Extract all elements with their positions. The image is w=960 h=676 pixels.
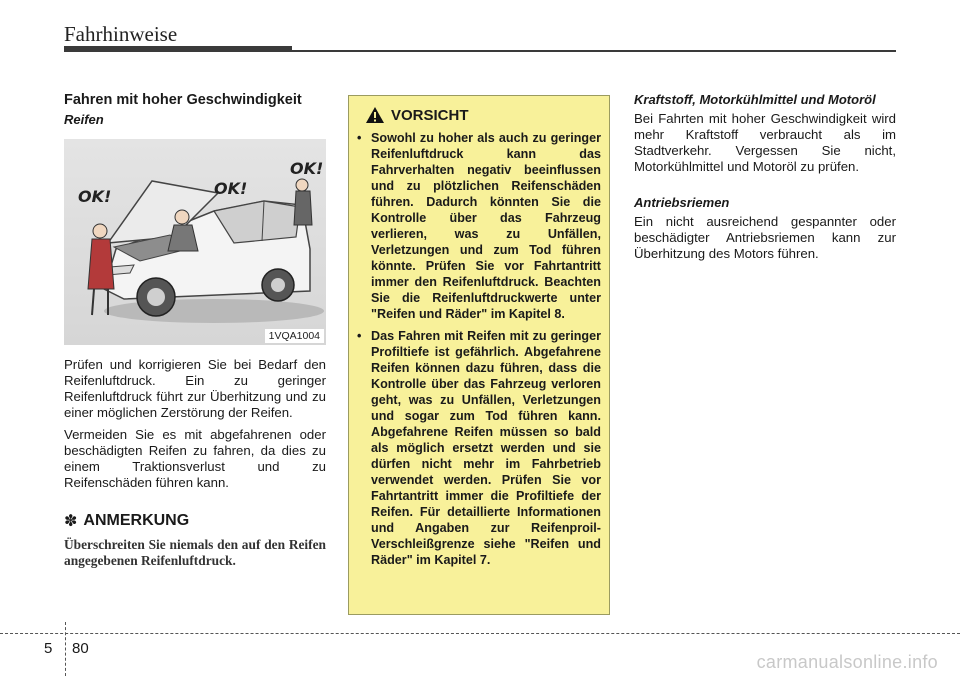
section-subheading: Reifen [64,112,104,127]
footer-divider [65,622,66,676]
warning-title-row [365,106,601,124]
section-heading: Fahren mit hoher Geschwindigkeit [64,92,302,108]
warning-item-text: Das Fahren mit Reifen mit zu geringer Profiltiefe ist gefährlich. Abgefahrene Reifen können dazu führen, dass die Kontrolle über das Fahrzeug verloren geht, was zu Unfällen, Verletzungen und sogar zum Tod führen kann. Abgefahrene Reifen müssen so bald als möglich ersetzt werden und sie dürfen nicht mehr im Fahrbetrieb verwendet werden. Prüfen Sie vor Fahrtantritt immer die Profiltiefe der Reifen. Für detaillierte Informationen und Angaben zur Reifenproil-Verschleißgrenze siehe "Reifen und Räder" im Kapitel 7. [371,329,601,567]
warning-box [348,95,610,615]
warning-item [357,328,601,568]
paragraph: Bei Fahrten mit hoher Geschwindigkeit wird mehr Kraftstoff verbraucht als im Stadtverkehr. Vergessen Sie nicht, Motorkühlmittel und Motoröl zu prüfen. [634,111,896,174]
note-title: ANMERKUNG [83,512,190,529]
watermark: carmanualsonline.info [756,652,938,672]
note-text: Überschreiten Sie niemals den auf den Reifen angegebenen Reifenluftdruck. [64,537,326,568]
section-subheading: Antriebsriemen [634,195,730,210]
paragraph: Ein nicht ausreichend gespannter oder beschädigter Antriebsriemen kann zur Überhitzung des Motors führen. [634,214,896,261]
paragraph: Vermeiden Sie es mit abgefahrenen oder beschädigten Reifen zu fahren, da dies zu einem Traktionsverlust und zu Reifenschäden führen kann. [64,427,326,490]
warning-list [357,130,601,568]
ok-label: OK! [78,187,112,206]
car-illustration-graphic [64,139,326,345]
header-rule-thick [64,46,292,52]
paragraph: Prüfen und korrigieren Sie bei Bedarf den Reifenluftdruck. Ein zu geringer Reifenluftdruck führt zur Überhitzung und zu einer möglichen Zerstörung der Reifen. [64,357,326,420]
chapter-number: 5 [44,640,53,657]
column-left [64,92,326,569]
bullet-icon: • [357,329,362,343]
warning-item [357,130,601,322]
column-right [634,92,896,268]
asterisk-icon: ✽ [64,513,78,530]
footer-rule [0,633,960,634]
page-header-title: Fahrhinweise [64,22,178,46]
ok-label: OK! [214,179,248,198]
ok-label: OK! [290,159,324,178]
warning-title: VORSICHT [391,106,469,124]
warning-item-text: Sowohl zu hoher als auch zu geringer Reifenluftdruck kann das Fahrverhalten negativ beeinflussen und zu plötzlichen Reifenschäden führen. Dadurch könnten Sie die Kontrolle über das Fahrzeug verlieren, was zu Unfällen, Verletzungen und zum Tod führen könnte. Prüfen Sie vor Fahrtantritt immer den Reifenluftdruck. Beachten Sie die Reifenluftdruckwerte unter "Reifen und Räder" im Kapitel 8. [371,131,601,321]
section-subheading: Kraftstoff, Motorkühlmittel und Motoröl [634,92,876,107]
header-rule-thin [292,50,896,52]
note-heading [64,511,326,531]
figure-code: 1VQA1004 [265,329,324,343]
page-number: 80 [72,640,89,657]
warning-triangle-icon [365,106,385,124]
car-illustration [64,139,326,345]
bullet-icon: • [357,131,362,145]
